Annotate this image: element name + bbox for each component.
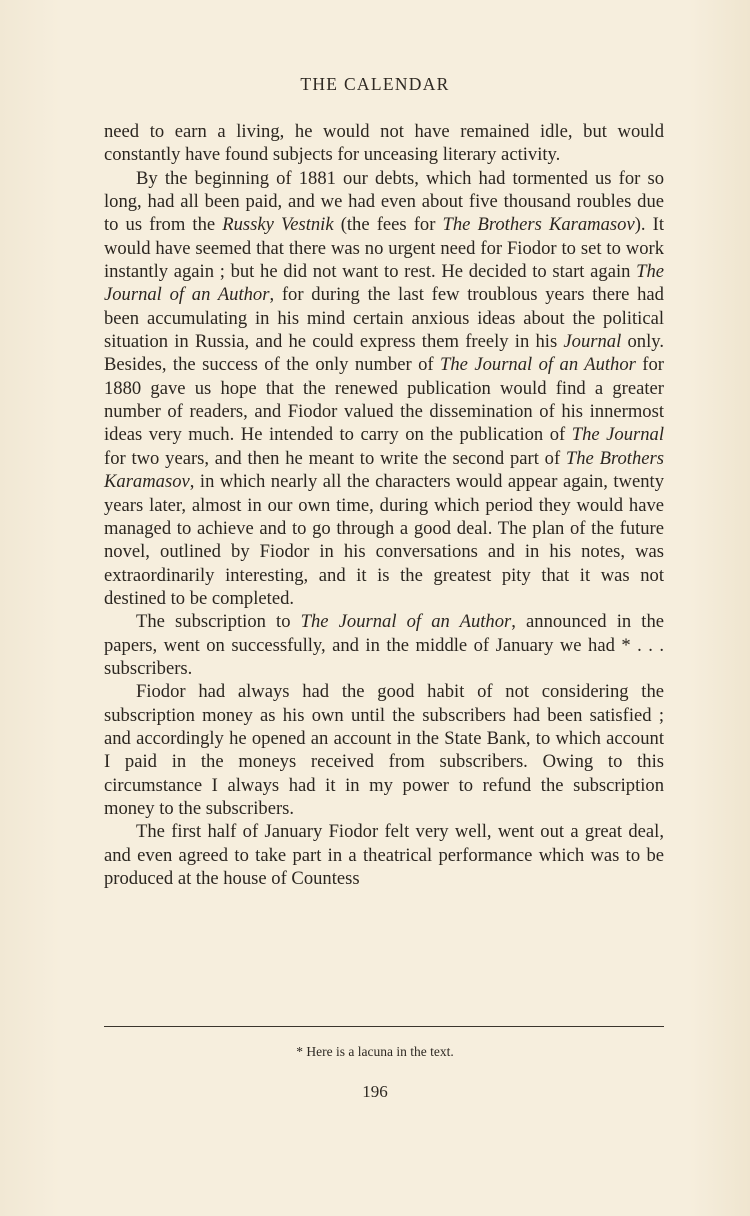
paragraph-5 — [104, 820, 664, 890]
text-run: The first half of January Fiodor felt very well, went out a great deal, and even agreed to take part in a theatrical performance which was to be produced at the house of Countess — [104, 821, 664, 889]
italic-title: The Brothers Karamasov — [442, 214, 635, 236]
text-run: ). It would have seemed that there was no urgent need for Fiodor to set to work instantly again ; but he did not want to rest. He decided to start again — [104, 214, 664, 283]
paragraph-4 — [104, 680, 664, 820]
running-head: THE CALENDAR — [300, 74, 450, 94]
text-run: (the fees for — [333, 214, 443, 236]
text-run: , for during the last few troublous years there had been accumulating in his mind certain anxious ideas about the political situation in Russia, and he could express them freely in his — [104, 284, 664, 353]
page-number: 196 — [362, 1082, 388, 1101]
italic-title: The Journal of an Author — [300, 611, 512, 633]
text-run: for two years, and then he meant to write the second part of — [104, 447, 566, 469]
italic-title: The Brothers Karamasov — [104, 447, 664, 493]
italic-title: The Journal of an Author — [440, 354, 636, 376]
body-text — [104, 120, 664, 890]
italic-title: Russky Vestnik — [222, 214, 334, 236]
italic-title: The Journal of an Author — [104, 261, 664, 306]
text-run: The subscription to — [136, 611, 301, 633]
paragraph-3 — [104, 610, 664, 680]
footnote: * Here is a lacuna in the text. — [296, 1044, 454, 1059]
text-run: Fiodor had always had the good habit of not considering the subscription money as his own until the subscribers had been satisfied ; and accordingly he opened an account in the State Bank, to which account I paid in the moneys received from subscribers. Owing to this circumstance I always had it in my power to refund the subscription money to the subscribers. — [104, 681, 664, 819]
text-run: need to earn a living, he would not have remained idle, but would constantly have found subjects for unceasing literary activity. — [104, 121, 664, 166]
text-run: , announced in the papers, went on successfully, and in the middle of January we had * . . . subscribers. — [104, 611, 665, 679]
paragraph-1 — [104, 120, 664, 167]
italic-title: Journal — [563, 331, 622, 353]
footnote-rule — [104, 1026, 664, 1027]
text-run: By the beginning of 1881 our debts, which had tormented us for so long, had all been paid, and we had even about five thousand roubles due to us from the — [104, 167, 664, 236]
italic-title: The Journal — [571, 424, 665, 446]
text-run: , in which nearly all the characters would appear again, twenty years later, almost in our own time, during which period they would have managed to achieve and to go through a good deal. The plan of the future novel, outlined by Fiodor in his conversations and in his notes, was extraordinarily interesting, and it is the greatest pity that it was not destined to be completed. — [104, 471, 664, 609]
text-run: for 1880 gave us hope that the renewed publication would find a greater number of readers, and Fiodor valued the dissemination of his innermost ideas very much. He intended to carry on the publication of — [104, 354, 664, 446]
paragraph-2 — [104, 167, 664, 611]
text-run: only. Besides, the success of the only number of — [104, 331, 664, 376]
